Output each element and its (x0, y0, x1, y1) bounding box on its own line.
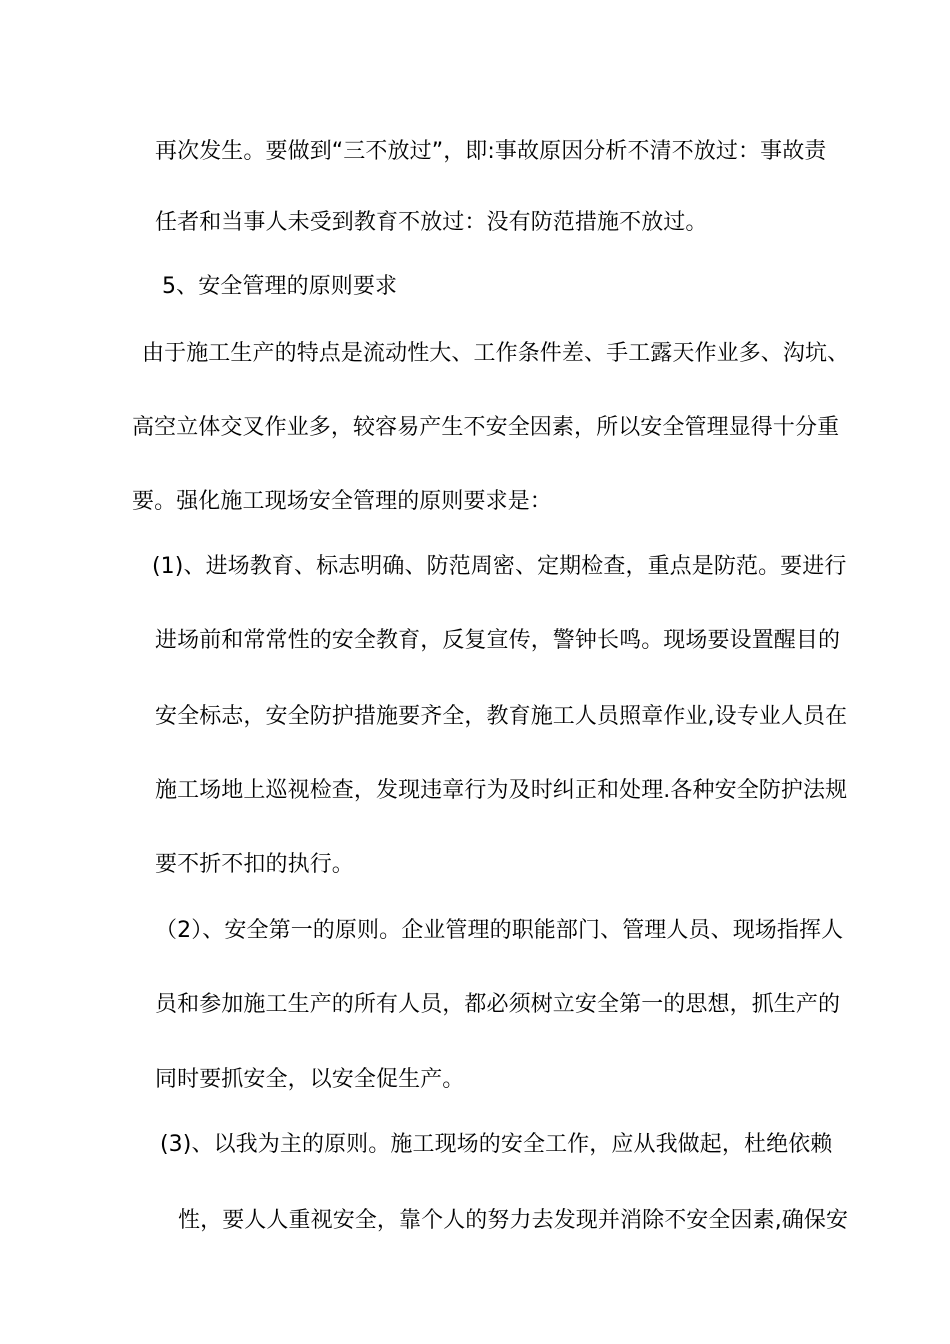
text-line: 性，要人人重视安全，靠个人的努力去发现并消除不安全因素,确保安 (178, 1208, 849, 1233)
text-line: 任者和当事人未受到教育不放过：没有防范措施不放过。 (155, 210, 708, 235)
text-line: 同时要抓安全，以安全促生产。 (155, 1067, 465, 1092)
text-line: 由于施工生产的特点是流动性大、工作条件差、手工露天作业多、沟坑、 (142, 341, 850, 366)
text-line: 高空立体交叉作业多，较容易产生不安全因素，所以安全管理显得十分重 (132, 415, 840, 440)
text-line: 再次发生。要做到“三不放过”，即:事故原因分析不清不放过：事故责 (155, 139, 827, 164)
text-line: 要。强化施工现场安全管理的原则要求是： (132, 489, 552, 514)
text-line: 员和参加施工生产的所有人员，都必须树立安全第一的思想，抓生产的 (155, 992, 841, 1017)
text-line: 施工场地上巡视检查，发现违章行为及时纠正和处理.各种安全防护法规 (155, 778, 848, 803)
text-line: （2）、安全第一的原则。企业管理的职能部门、管理人员、现场指挥人 (155, 918, 844, 943)
text-line: (1)、进场教育、标志明确、防范周密、定期检查，重点是防范。要进行 (152, 554, 847, 579)
section-heading: 5、安全管理的原则要求 (162, 274, 398, 299)
text-line: 安全标志，安全防护措施要齐全，教育施工人员照章作业,设专业人员在 (155, 704, 848, 729)
text-line: (3)、以我为主的原则。施工现场的安全工作，应从我做起，杜绝依赖 (160, 1132, 833, 1157)
text-line: 进场前和常常性的安全教育，反复宣传，警钟长鸣。现场要设置醒目的 (155, 628, 841, 653)
text-line: 要不折不扣的执行。 (155, 852, 354, 877)
